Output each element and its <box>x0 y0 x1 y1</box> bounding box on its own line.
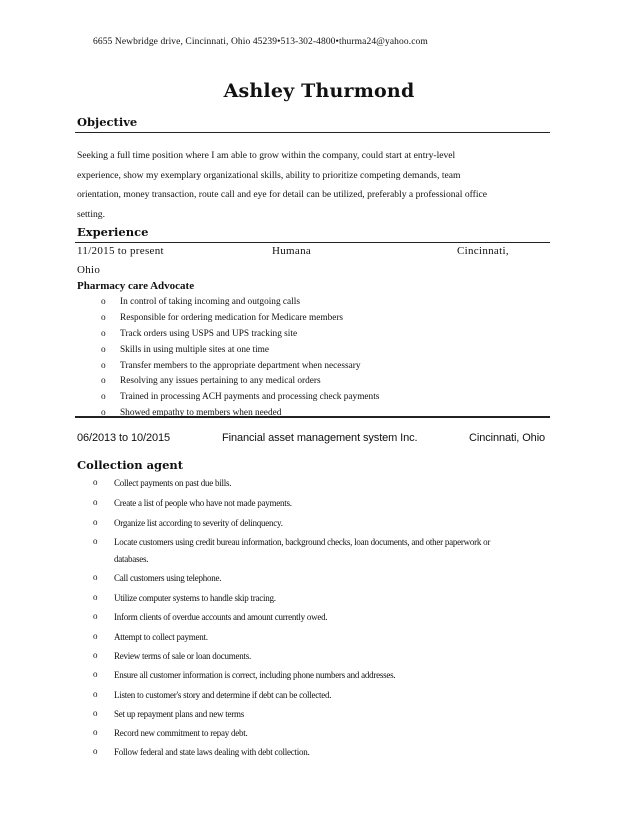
contact-line: 6655 Newbridge drive, Cincinnati, Ohio 45239•513-302-4800•thurma24@yahoo.com <box>93 37 428 47</box>
bullet-icon: o <box>93 689 98 699</box>
job1-title: Pharmacy care Advocate <box>77 280 195 292</box>
bullet-icon: o <box>93 669 98 679</box>
bullet-icon: o <box>93 572 98 582</box>
bullet-icon: o <box>101 376 106 387</box>
bullet-icon: o <box>93 631 98 641</box>
resume-page: 6655 Newbridge drive, Cincinnati, Ohio 45239•513-302-4800•thurma24@yahoo.com Ashley Thurmond Objective Seeking a full time position where I am able to grow within the company, could start at entry-level experience, show my exemplary organizational skills, ability to prioritize competing demands, team orientation, money transaction, route call and eye for detail can be utilized, preferably a professional office setting. Experience 11/2015 to present Humana Cincinnati, Ohio Pharmacy care Advocate o In control of taking incoming and outgoing calls o Responsible for ordering medication for Medicare members o Track orders using USPS and UPS tracking site o Skills in using multiple sites at one time o Transfer members to the appropriate department when necessary o Resolving any issues pertaining to any medical orders o Trained in processing ACH payments and processing check payments o Showed empathy to members when needed 06/2013 to 10/2015 Financial asset management system Inc. Cincinnati, Ohio Collection agent o Collect payments on past due bills. o Create a list of people who have not made payments. o Organize list according to severity of delinquency. o Locate customers using credit bureau information, background checks, loan documents, and other paperwork or databases. o Call customers using telephone. o Utilize computer systems to handle skip tracing. o Inform clients of overdue accounts and amount currently owed. o Attempt to collect payment. o Review terms of sale or loan documents. o Ensure all customer information is correct, including phone numbers and addresses. o Listen to customer's story and determine if debt can be collected. o Set up repayment plans and new terms o Record new commitment to repay debt. o Follow federal and state laws dealing with debt collection. <box>0 0 638 826</box>
bullet-icon: o <box>93 497 98 507</box>
job1-dates: 11/2015 to present <box>77 245 164 257</box>
job2-dates: 06/2013 to 10/2015 <box>77 432 171 444</box>
experience-divider <box>75 242 550 243</box>
bullet-icon: o <box>93 611 98 621</box>
job2-location: Cincinnati, Ohio <box>469 432 546 444</box>
bullet-icon: o <box>101 408 106 419</box>
objective-line: setting. <box>77 208 105 220</box>
bullet-icon: o <box>93 746 98 756</box>
job2-title: Collection agent <box>77 458 184 472</box>
experience-heading: Experience <box>77 225 149 239</box>
bullet-icon: o <box>93 536 98 546</box>
objective-line: Seeking a full time position where I am able to grow within the company, could start at entry-level <box>77 150 456 161</box>
bullet-icon: o <box>101 328 106 339</box>
bullet-icon: o <box>101 392 106 403</box>
bullet-icon: o <box>93 517 98 527</box>
bullet-icon: o <box>93 708 98 718</box>
objective-divider <box>75 132 550 133</box>
bullet-icon: o <box>101 360 106 371</box>
job1-location-cont: Ohio <box>77 264 101 276</box>
objective-line: experience, show my exemplary organizational skills, ability to prioritize competing demands, team <box>77 169 461 181</box>
job1-company: Humana <box>272 245 312 257</box>
bullet-icon: o <box>101 312 106 323</box>
bullet-icon: o <box>101 344 106 355</box>
bullet-icon: o <box>101 297 106 307</box>
bullet-icon: o <box>93 477 98 487</box>
candidate-name: Ashley Thurmond <box>223 80 415 102</box>
job1-location: Cincinnati, <box>457 245 509 257</box>
bullet-icon: o <box>93 650 98 660</box>
job2-company: Financial asset management system Inc. <box>222 432 418 444</box>
objective-text <box>77 146 537 224</box>
job-divider <box>75 416 550 418</box>
objective-line: orientation, money transaction, route call and eye for detail can be utilized, preferably a professional office <box>77 189 488 200</box>
bullet-icon: o <box>93 592 98 602</box>
objective-heading: Objective <box>77 115 138 129</box>
bullet-icon: o <box>93 727 98 737</box>
